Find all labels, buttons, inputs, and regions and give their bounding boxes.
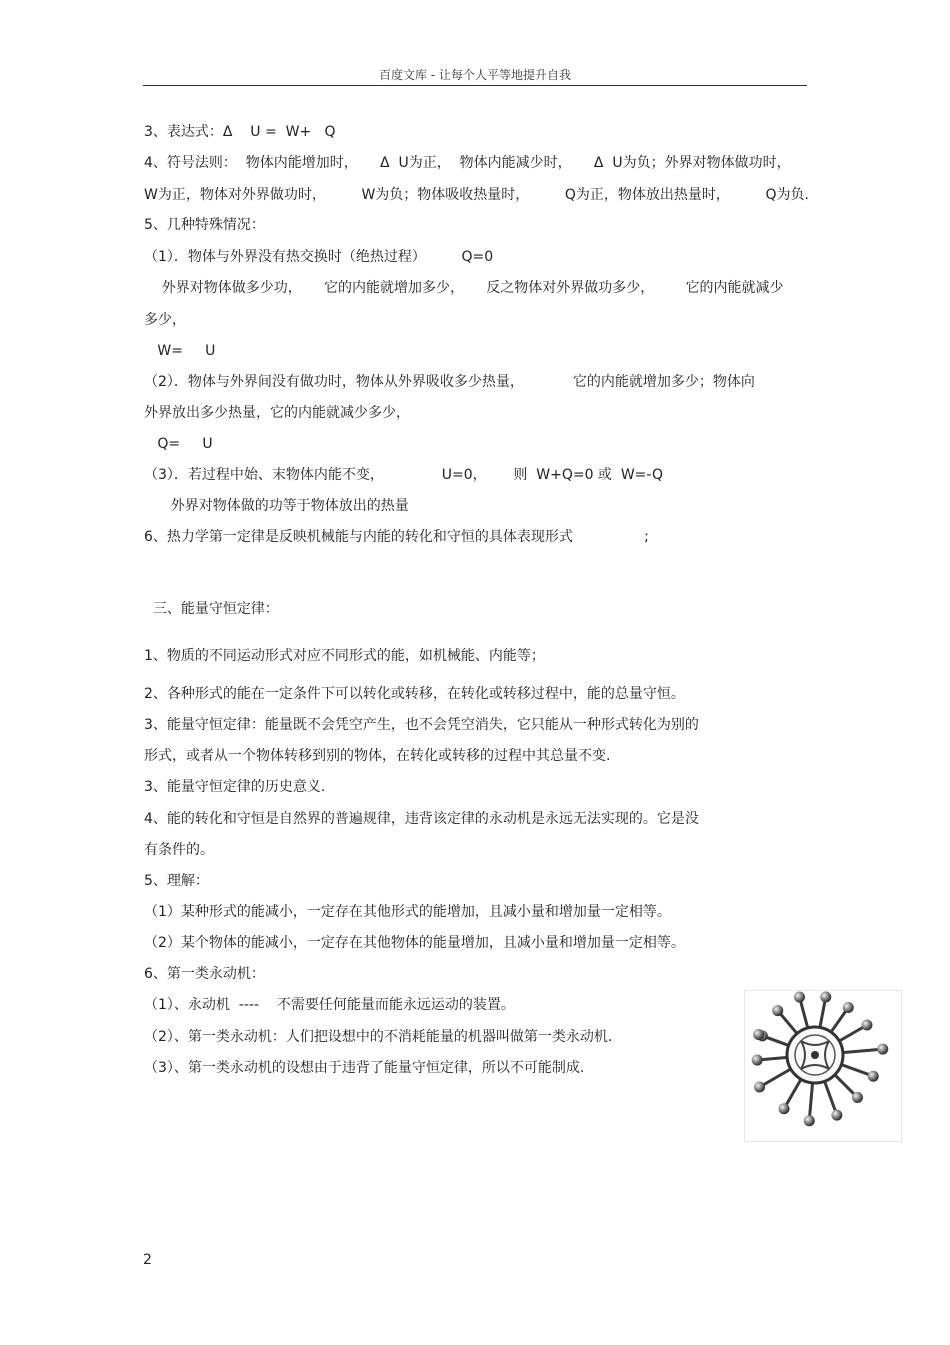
text-line: （1）、永动机 ---- 不需要任何能量而能永远运动的装置。 [144,997,515,1013]
text-line: （1）．物体与外界没有热交换时（绝热过程） Q=0 [144,249,494,265]
wheel-weight [843,1002,854,1013]
wheel-weight [868,1071,879,1082]
text-line: 6、热力学第一定律是反映机械能与内能的转化和守恒的具体表现形式 ; [144,529,649,545]
text-line: W为正，物体对外界做功时， W为负；物体吸收热量时， Q为正，物体放出热量时， Q为负. [144,187,809,203]
text-line: 外界对物体做多少功， 它的内能就增加多少， 反之物体对外界做功多少， 它的内能就减少 [144,280,784,296]
section-heading: 三、能量守恒定律： [144,601,279,617]
wheel-weight [804,1115,815,1126]
text-line: 3、能量守恒定律的历史意义. [144,779,326,795]
formula-line: W= U [144,343,216,359]
text-line: （1）某种形式的能减小，一定存在其他形式的能增加，且减小量和增加量一定相等。 [144,904,671,920]
wheel-weight [754,1082,765,1093]
wheel-weight [772,1005,783,1016]
text-line: 2、各种形式的能在一定条件下可以转化或转移，在转化或转移过程中，能的总量守恒。 [144,686,685,702]
wheel-weight [877,1044,888,1055]
text-line: 4、能的转化和守恒是自然界的普遍规律，违背该定律的永动机是永远无法实现的。它是没 [144,811,699,827]
wheel-weight [752,1055,763,1066]
text-line: 3、表达式：Δ U = W+ Q [144,124,336,140]
text-line: 多少， [144,312,186,328]
wheel-spoke [841,1049,883,1053]
text-line: 6、第一类永动机： [144,966,265,982]
wheel-spoke [809,1081,812,1121]
perpetual-motion-wheel-illustration [744,990,902,1142]
wheel-spoke [824,1079,837,1115]
page-header: 百度文库 - 让每个人平等地提升自我 [379,68,571,82]
text-line: 外界放出多少热量，它的内能就减少多少， [144,405,410,421]
wheel-weight [820,992,831,1003]
wheel-hub [811,1051,819,1059]
wheel-weight [794,992,805,1003]
text-line: （2）．物体与外界间没有做功时，物体从外界吸收多少热量， 它的内能就增加多少；物体向 [144,374,755,390]
text-line: 外界对物体做的功等于物体放出的热量 [144,498,409,514]
text-line: 5、理解： [144,873,209,889]
page-number: 2 [143,1252,152,1268]
text-line: 有条件的。 [144,842,214,858]
wheel-weight [852,1092,863,1103]
wheel-weight [753,1029,764,1040]
text-line: 3、能量守恒定律：能量既不会凭空产生，也不会凭空消失，它只能从一种形式转化为别的 [144,717,699,733]
wheel-weight [861,1020,872,1031]
wheel-weight [779,1103,790,1114]
header-divider [143,85,807,86]
text-line: 形式，或者从一个物体转移到别的物体，在转化或转移的过程中其总量不变. [144,748,611,764]
formula-line: Q= U [144,436,213,452]
wheel-drawing [745,991,901,1141]
text-line: 4、符号法则： 物体内能增加时， Δ U为正， 物体内能减少时， Δ U为负；外界对物体做功时， [144,155,791,171]
text-line: （3）．若过程中始、末物体内能不变， U=0， 则 W+Q=0 或 W=-Q [144,467,663,483]
text-line: （3）、第一类永动机的设想由于违背了能量守恒定律，所以不可能制成. [144,1060,585,1076]
text-line: 5、几种特殊情况： [144,217,265,233]
text-line: 1、物质的不同运动形式对应不同形式的能，如机械能、内能等； [144,648,545,664]
wheel-spoke [760,1068,793,1087]
text-line: （2）某个物体的能减小，一定存在其他物体的能量增加，且减小量和增加量一定相等。 [144,935,685,951]
wheel-weight [831,1110,842,1121]
text-line: （2）、第一类永动机：人们把设想中的不消耗能量的机器叫做第一类永动机. [144,1029,613,1045]
